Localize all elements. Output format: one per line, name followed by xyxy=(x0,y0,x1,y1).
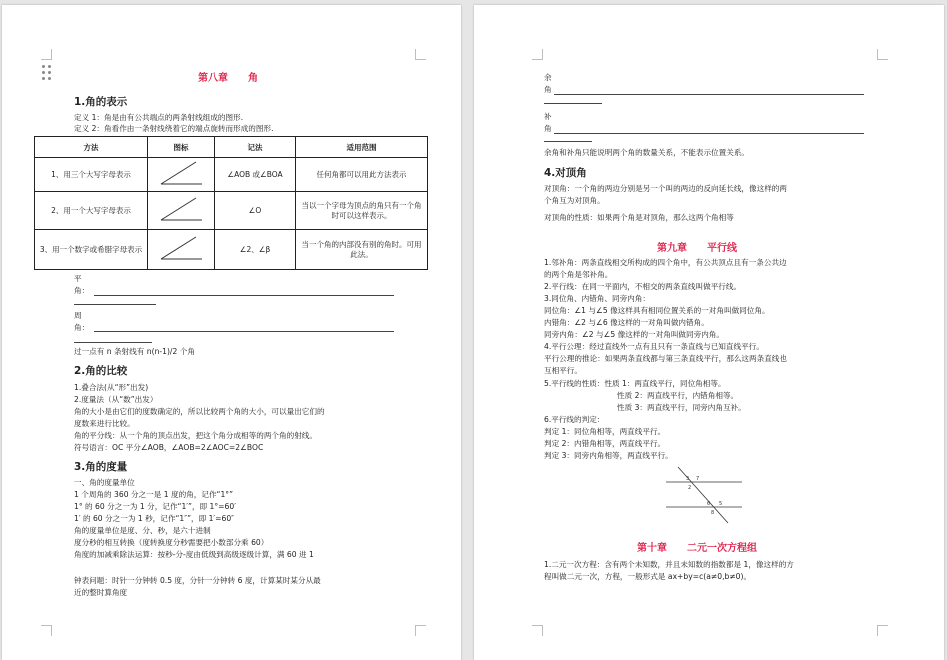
chapter-10-title: 第十章 二元一次方程组 xyxy=(637,543,757,554)
body-text: 1.邻补角：两条直线相交所构成的四个角中，有公共顶点且有一条公共边 xyxy=(544,258,787,267)
body-text: 角的大小是由它们的度数确定的，所以比较两个角的大小，可以量出它们的 xyxy=(74,407,325,416)
body-text: 1° 的 60 分之一为 1 分，记作“1′”，即 1°=60′ xyxy=(74,502,236,511)
field-label: 周 xyxy=(74,311,82,320)
table-cell-method: 1、用三个大写字母表示 xyxy=(35,158,148,192)
blank-line xyxy=(74,342,152,343)
section-heading: 2.角的比较 xyxy=(74,365,128,377)
field-label: 补 xyxy=(544,112,552,121)
body-text: 度分秒的相互转换（度转换度分秒需要把小数部分乘 60） xyxy=(74,538,269,547)
body-text: 性质 3：两直线平行，同旁内角互补。 xyxy=(617,403,746,412)
body-text: 同位角：∠1 与∠5 像这样具有相同位置关系的一对角叫做同位角。 xyxy=(544,306,770,315)
body-text: 性质 2：两直线平行，内错角相等。 xyxy=(617,391,739,400)
angle-diagram-icon xyxy=(156,233,206,263)
blank-line xyxy=(554,94,864,95)
field-label: 角： xyxy=(74,286,90,295)
body-text: 内错角：∠2 与∠6 像这样的一对角叫做内错角。 xyxy=(544,318,709,327)
body-text: 互相平行。 xyxy=(544,366,582,375)
table-header: 图标 xyxy=(148,137,215,158)
blank-line xyxy=(94,331,394,332)
blank-line xyxy=(554,133,864,134)
body-text: 余角和补角只能说明两个角的数量关系，不能表示位置关系。 xyxy=(544,148,750,157)
field-label: 余 xyxy=(544,73,552,82)
table-cell-scope: 当一个角的内部没有别的角时。可用此法。 xyxy=(296,230,428,270)
body-text: 5.平行线的性质：性质 1：两直线平行，同位角相等。 xyxy=(544,379,726,388)
body-text: 对顶角：一个角的两边分别是另一个叫的两边的反向延长线，像这样的两 xyxy=(544,184,787,193)
body-text: 1.叠合法(从“形”出发) xyxy=(74,383,149,392)
document-page-left xyxy=(2,5,461,660)
margin-corner-mark xyxy=(877,625,888,636)
blank-line xyxy=(544,103,602,104)
field-label: 平 xyxy=(74,274,82,283)
body-text: 判定 3：同旁内角相等，两直线平行。 xyxy=(544,451,673,460)
definition-text: 定义 2：角看作由一条射线绕着它的端点旋转而形成的图形. xyxy=(74,124,274,133)
table-cell-notation: ∠O xyxy=(215,192,296,230)
field-label: 角： xyxy=(74,323,90,332)
angle-label: 6 xyxy=(707,501,711,507)
body-text: 3.同位角、内错角、同旁内角： xyxy=(544,294,650,303)
body-text: 过一点有 n 条射线有 n(n-1)/2 个角 xyxy=(74,347,195,356)
angle-diagram-icon xyxy=(156,158,206,188)
body-text: 个角互为对顶角。 xyxy=(544,196,605,205)
angle-diagram-icon xyxy=(156,194,206,224)
table-cell-scope: 任何角都可以用此方法表示 xyxy=(296,158,428,192)
angle-label: 5 xyxy=(719,501,723,507)
table-cell-method: 2、用一个大写字母表示 xyxy=(35,192,148,230)
body-text: 6.平行线的判定： xyxy=(544,415,605,424)
margin-corner-mark xyxy=(41,625,52,636)
margin-corner-mark xyxy=(415,49,426,60)
body-text: 平行公理的推论：如果两条直线都与第三条直线平行，那么这两条直线也 xyxy=(544,354,787,363)
table-header: 记法 xyxy=(215,137,296,158)
body-text: 1.二元一次方程：含有两个未知数，并且未知数的指数都是 1，像这样的方 xyxy=(544,560,794,569)
body-text: 度数来进行比较。 xyxy=(74,419,135,428)
angle-figure xyxy=(148,192,215,230)
field-label: 角 xyxy=(544,85,552,94)
margin-corner-mark xyxy=(877,49,888,60)
body-text: 对顶角的性质：如果两个角是对顶角，那么这两个角相等 xyxy=(544,213,734,222)
table-cell-scope: 当以一个字母为顶点的角只有一个角时可以这样表示。 xyxy=(296,192,428,230)
table-cell-notation: ∠2、∠β xyxy=(215,230,296,270)
margin-corner-mark xyxy=(532,49,543,60)
body-text: 同旁内角：∠2 与∠5 像这样的一对角叫做同旁内角。 xyxy=(544,330,724,339)
angle-figure xyxy=(148,158,215,192)
body-text: 1′ 的 60 分之一为 1 秒，记作“1″”，即 1′=60″ xyxy=(74,514,235,523)
body-text: 符号语言：OC 平分∠AOB，∠AOB=2∠AOC=2∠BOC xyxy=(74,443,264,452)
angle-label: 8 xyxy=(711,510,715,516)
table-cell-method: 3、用一个数字或希腊字母表示 xyxy=(35,230,148,270)
margin-corner-mark xyxy=(532,625,543,636)
section-heading: 3.角的度量 xyxy=(74,461,128,473)
definition-text: 定义 1：角是由有公共端点的两条射线组成的图形. xyxy=(74,113,244,122)
table-header: 方法 xyxy=(35,137,148,158)
angle-notation-table xyxy=(34,136,428,270)
table-header: 适用范围 xyxy=(296,137,428,158)
chapter-8-title: 第八章 角 xyxy=(198,73,258,84)
section-heading: 4.对顶角 xyxy=(544,167,587,179)
margin-corner-mark xyxy=(41,49,52,60)
table-header-row xyxy=(35,137,428,158)
body-text: 钟表问题：时针一分钟转 0.5 度，分针一分钟转 6 度，计算某时某分从最 xyxy=(74,576,321,585)
document-page-right xyxy=(474,5,944,660)
table-cell-notation: ∠AOB 或∠BOA xyxy=(215,158,296,192)
body-text: 角度的加减乘除法运算：按秒-分-度由低级到高级逐级计算，满 60 进 1 xyxy=(74,550,314,559)
body-text: 2.度量法（从“数”出发） xyxy=(74,395,158,404)
blank-line xyxy=(544,141,592,142)
field-label: 角 xyxy=(544,124,552,133)
margin-corner-mark xyxy=(415,625,426,636)
body-text: 4.平行公理：经过直线外一点有且只有一条直线与已知直线平行。 xyxy=(544,342,764,351)
parallel-lines-diagram xyxy=(664,465,744,525)
body-text: 近的整时算角度 xyxy=(74,588,128,597)
body-text: 判定 1：同位角相等，两直线平行。 xyxy=(544,427,666,436)
body-text: 1 个周角的 360 分之一是 1 度的角，记作“1°” xyxy=(74,490,234,499)
angle-figure xyxy=(148,230,215,270)
angle-label: 7 xyxy=(696,476,700,482)
table-row xyxy=(35,192,428,230)
blank-line xyxy=(74,304,156,305)
body-text: 一、角的度量单位 xyxy=(74,478,135,487)
table-row xyxy=(35,230,428,270)
chapter-9-title: 第九章 平行线 xyxy=(657,243,737,254)
blank-line xyxy=(94,295,394,296)
drag-handle-icon[interactable] xyxy=(42,65,54,81)
body-text: 程叫做二元一次，方程，一般形式是 ax+by=c(a≠0,b≠0)。 xyxy=(544,572,752,581)
body-text: 2.平行线：在同一平面内，不相交的两条直线叫做平行线。 xyxy=(544,282,742,291)
table-row xyxy=(35,158,428,192)
angle-label: 3 xyxy=(686,476,690,482)
body-text: 角的平分线：从一个角的顶点出发，把这个角分成相等的两个角的射线。 xyxy=(74,431,317,440)
section-heading: 1.角的表示 xyxy=(74,96,128,108)
body-text: 的两个角是邻补角。 xyxy=(544,270,613,279)
body-text: 判定 2：内错角相等，两直线平行。 xyxy=(544,439,666,448)
angle-label: 2 xyxy=(688,485,692,491)
body-text: 角的度量单位是度、分、秒，是六十进制 xyxy=(74,526,211,535)
